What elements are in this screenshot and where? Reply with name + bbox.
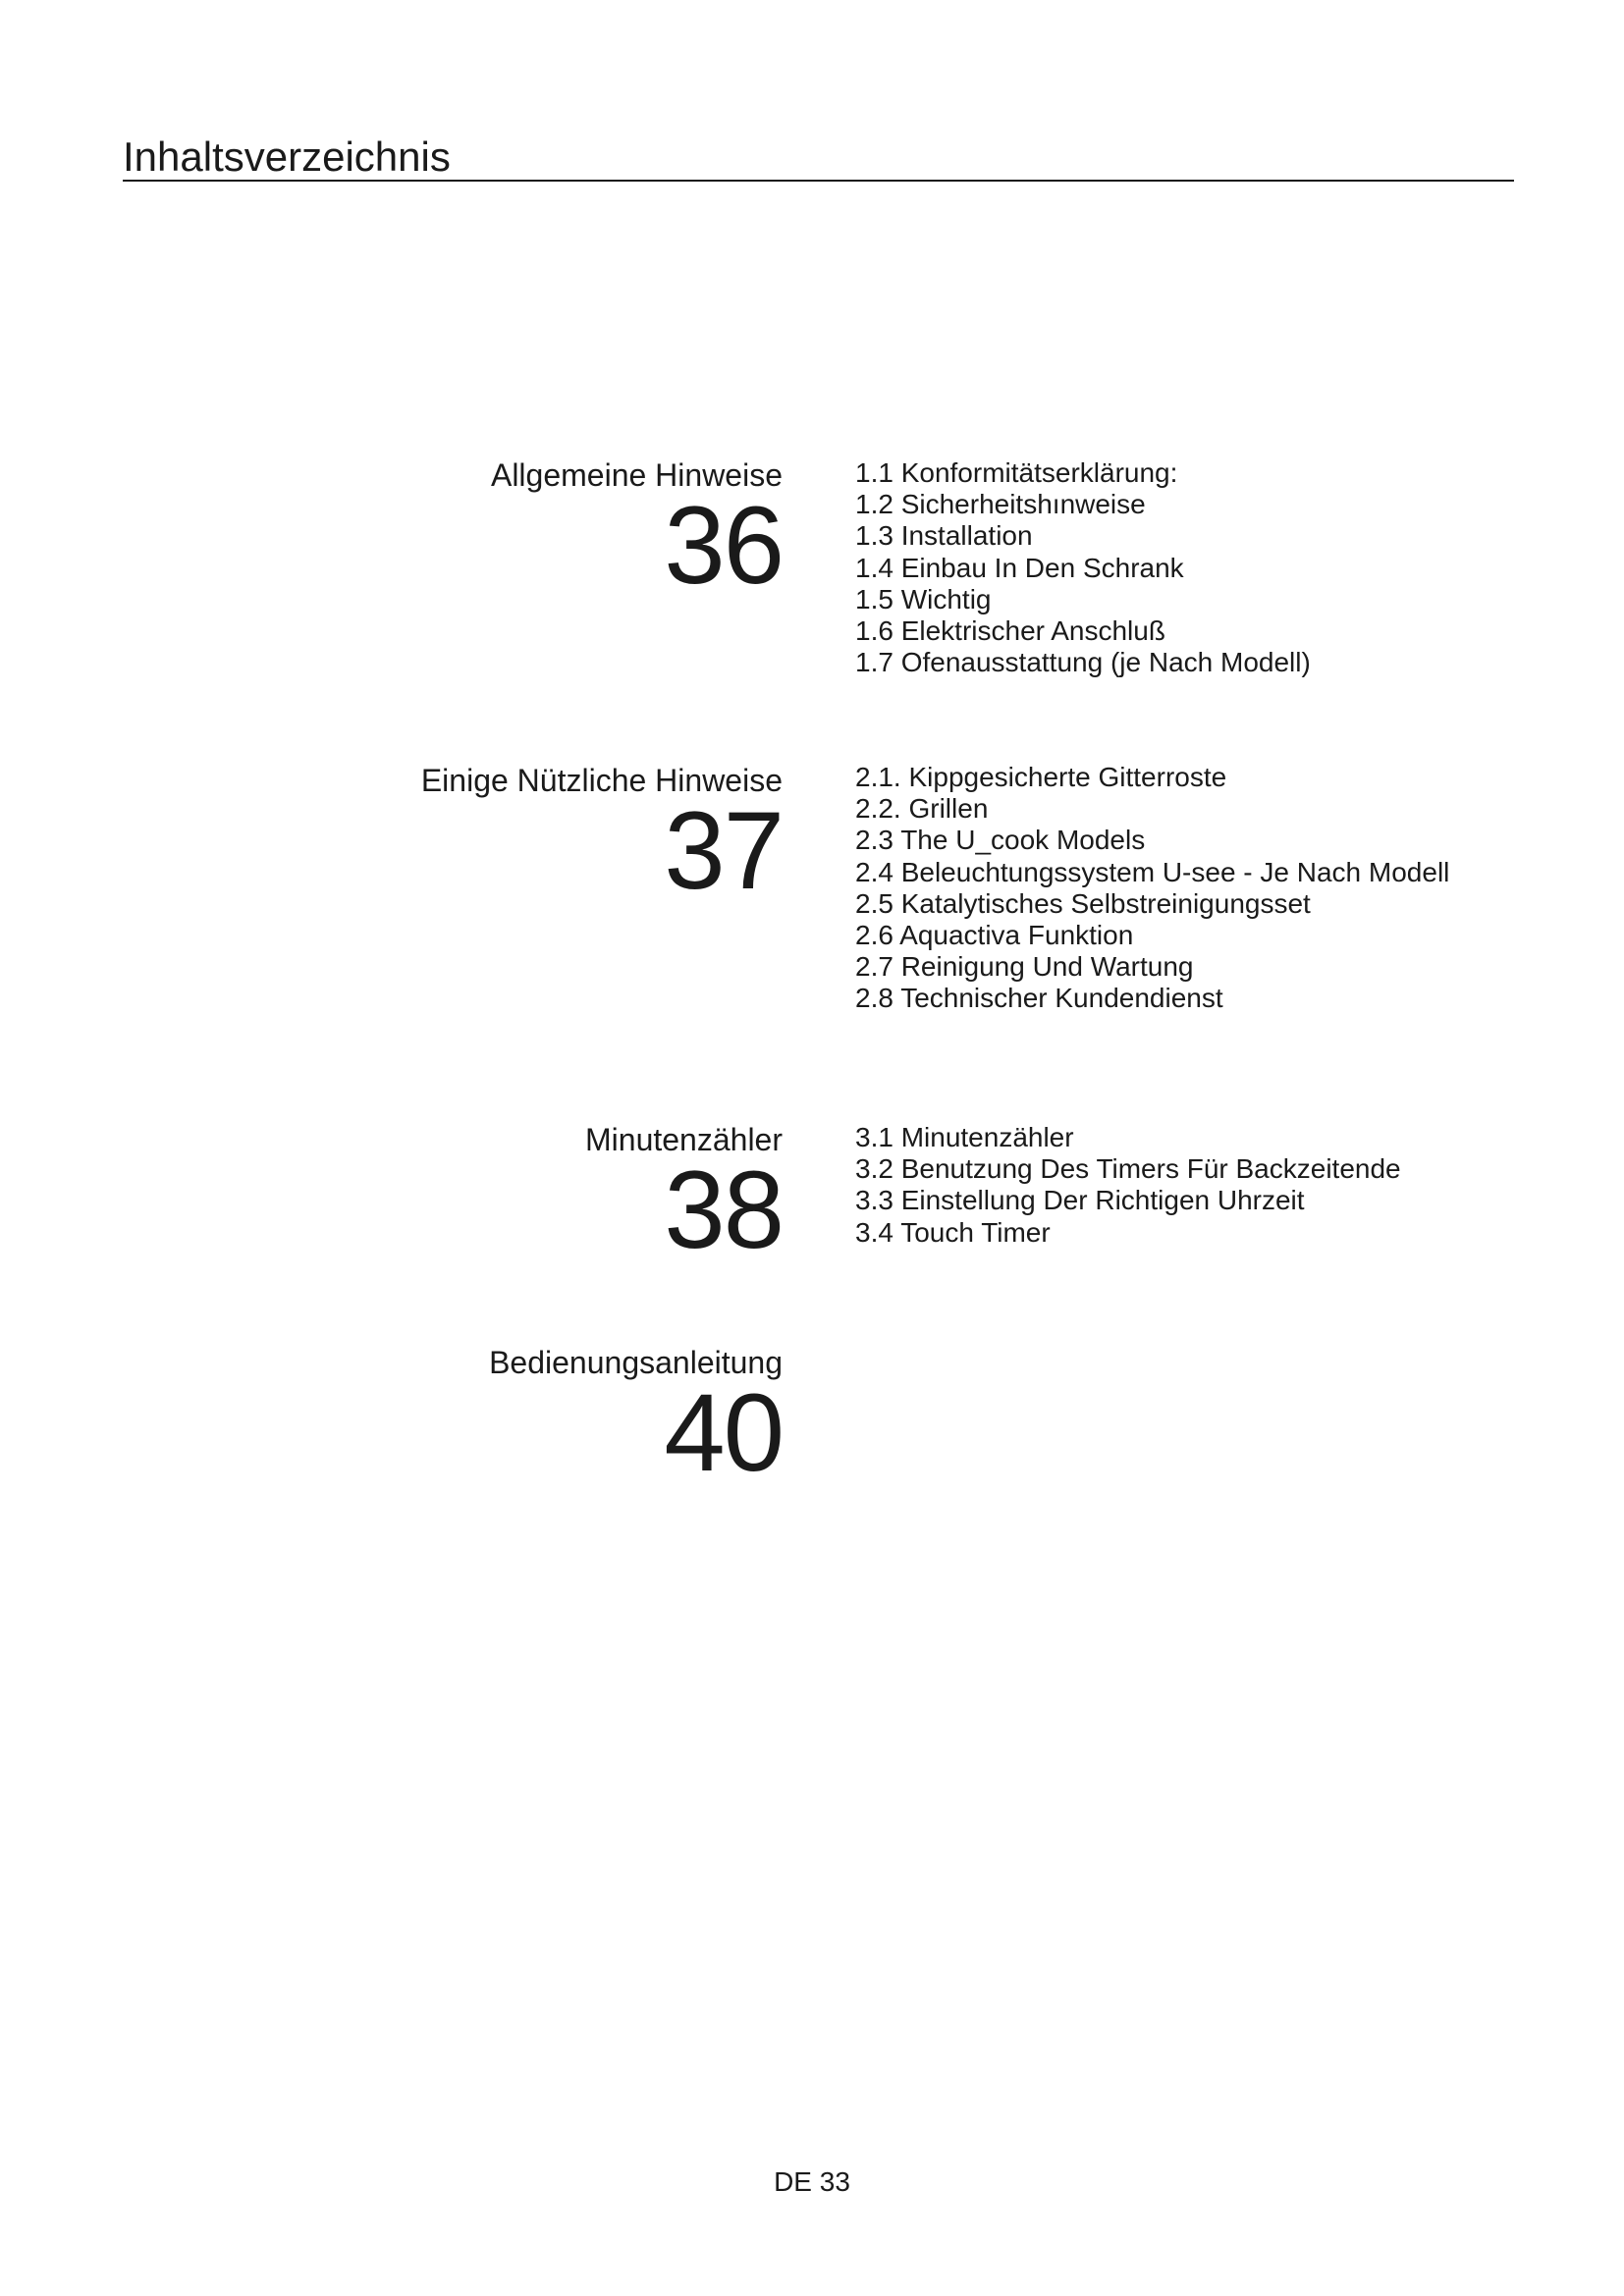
title-underline — [123, 180, 1514, 182]
section-item-list — [855, 1122, 1401, 1249]
toc-entry[interactable]: 3.3 Einstellung Der Richtigen Uhrzeit — [855, 1185, 1305, 1216]
section-header — [420, 763, 783, 912]
toc-entry[interactable]: 1.2 Sicherheitshınweise — [855, 489, 1146, 520]
toc-entry[interactable]: 2.8 Technischer Kundendienst — [855, 983, 1223, 1014]
toc-entry[interactable]: 3.2 Benutzung Des Timers Für Backzeitende — [855, 1153, 1401, 1185]
section-heading[interactable]: Einige Nützliche Hinweise — [420, 763, 783, 798]
section-header — [490, 457, 783, 607]
toc-entry[interactable]: 3.1 Minutenzähler — [855, 1122, 1074, 1152]
section-header — [489, 1345, 783, 1494]
section-page-number[interactable]: 36 — [664, 484, 783, 607]
section-item-list — [855, 457, 1311, 678]
toc-entry[interactable]: 1.6 Elektrischer Anschluß — [855, 615, 1165, 647]
toc-entry[interactable]: 1.4 Einbau In Den Schrank — [855, 552, 1184, 583]
toc-entry[interactable]: 2.7 Reinigung Und Wartung — [855, 951, 1194, 983]
toc-entry[interactable]: 2.5 Katalytisches Selbstreinigungsset — [855, 887, 1311, 919]
section-page-number[interactable]: 38 — [664, 1148, 783, 1271]
section-heading[interactable]: Bedienungsanleitung — [489, 1345, 783, 1380]
toc-entry[interactable]: 2.2. Grillen — [855, 793, 989, 825]
section-heading[interactable]: Minutenzähler — [585, 1122, 783, 1157]
toc-entry[interactable]: 2.3 The U_cook Models — [855, 825, 1146, 856]
section-heading[interactable]: Allgemeine Hinweise — [490, 457, 783, 493]
toc-entry[interactable]: 2.1. Kippgesicherte Gitterroste — [855, 762, 1227, 792]
page-footer-number: DE 33 — [774, 2166, 850, 2197]
toc-entry[interactable]: 1.3 Installation — [855, 520, 1033, 552]
toc-entry[interactable]: 2.6 Aquactiva Funktion — [855, 920, 1134, 951]
section-page-number[interactable]: 37 — [664, 789, 783, 912]
toc-entry[interactable]: 2.4 Beleuchtungssystem U-see - Je Nach Modell — [855, 856, 1450, 887]
toc-entry[interactable]: 3.4 Touch Timer — [855, 1216, 1051, 1248]
section-header — [585, 1122, 783, 1271]
toc-entry[interactable]: 1.7 Ofenausstattung (je Nach Modell) — [855, 647, 1311, 678]
page-title: Inhaltsverzeichnis — [123, 133, 451, 180]
toc-entry[interactable]: 1.5 Wichtig — [855, 583, 992, 614]
toc-entry[interactable]: 1.1 Konformitätserklärung: — [855, 457, 1178, 488]
section-page-number[interactable]: 40 — [664, 1371, 783, 1494]
section-item-list — [855, 762, 1449, 1015]
